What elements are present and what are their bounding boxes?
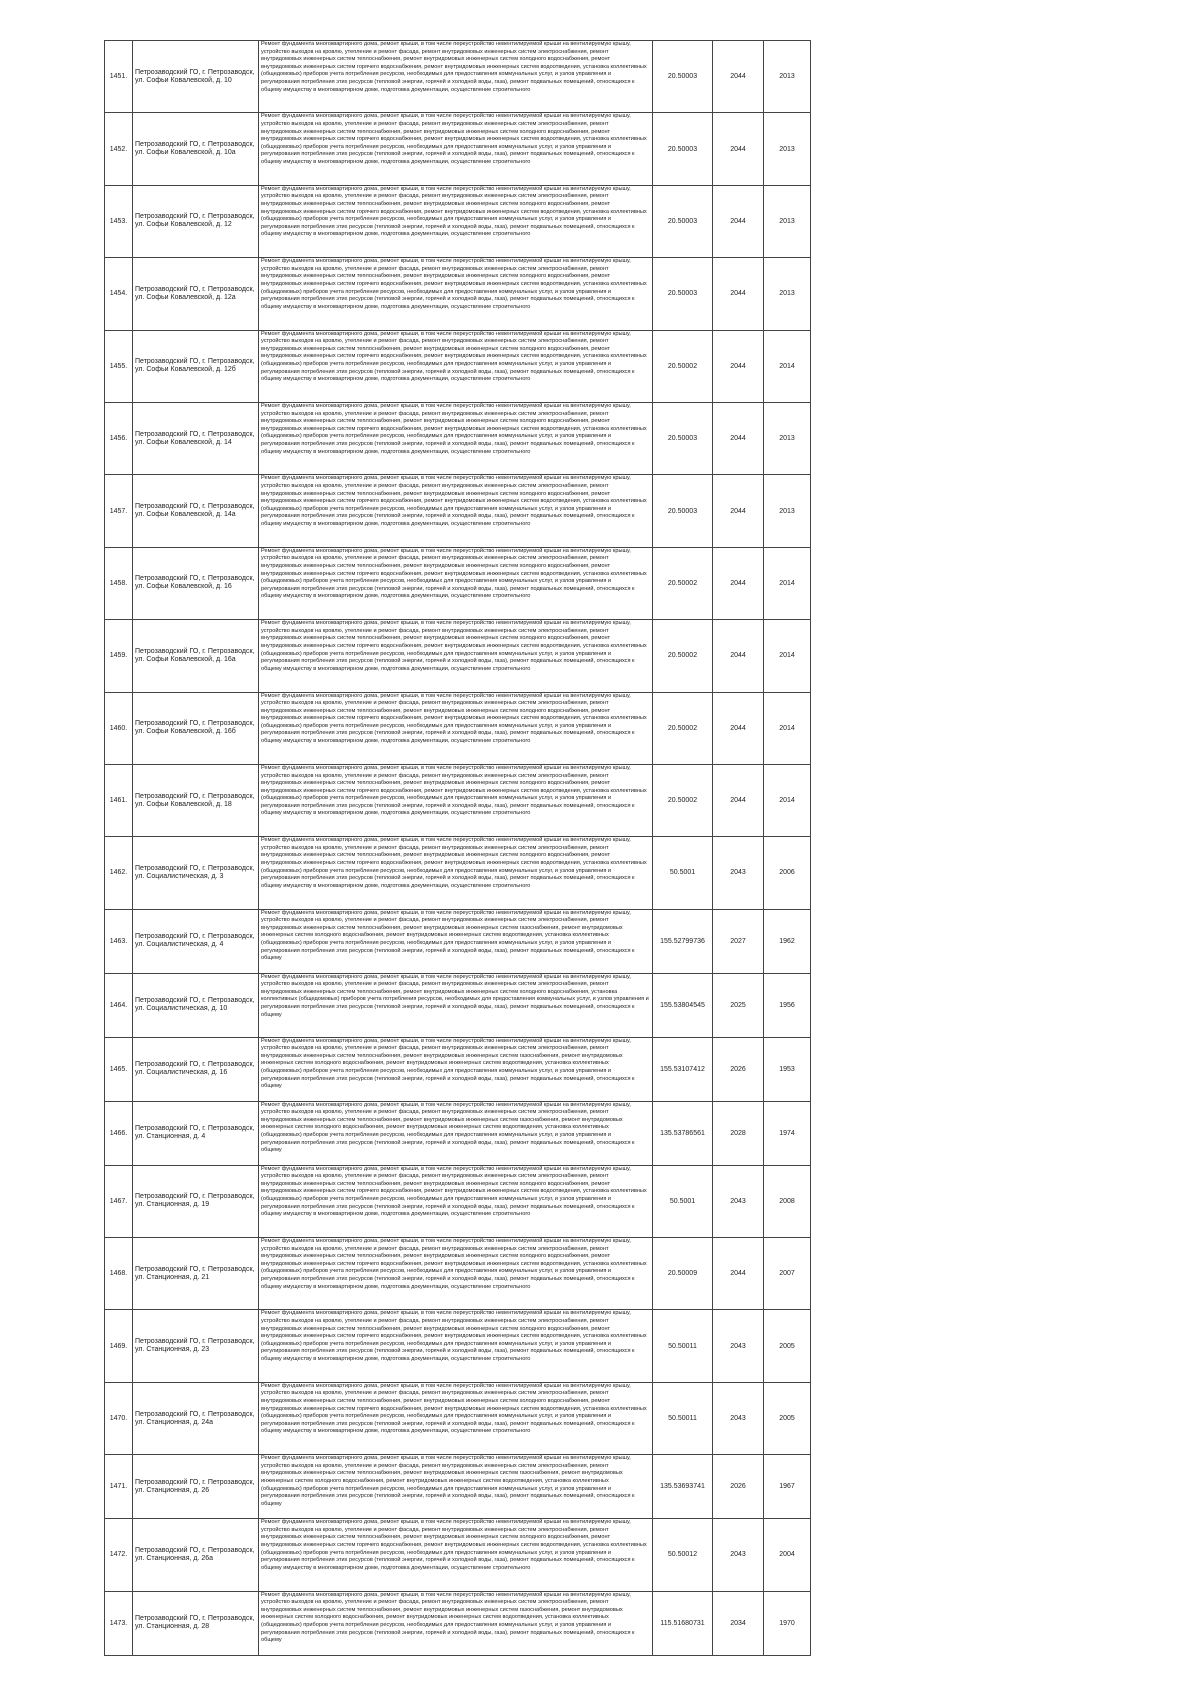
works-cell xyxy=(259,1519,653,1591)
row-number: 1459. xyxy=(105,620,133,692)
plan-year: 2028 xyxy=(713,1101,764,1165)
works-cell xyxy=(259,1165,653,1237)
table-row xyxy=(105,620,811,692)
works-cell xyxy=(259,113,653,185)
plan-year: 2043 xyxy=(713,1519,764,1591)
works-text: Ремонт фундамента многоквартирного дома, ремонт крыши, в том числе переустройство невентилируемой крыши на вентилируемую крышу, устройство выходов на кровлю, утепление и ремонт фасада, ремонт внутридомовых инженерных систем электроснабжения, ремонт внутридомовых инженерных систем теплоснабжения, ремонт внутридомовых инженерных систем холодного водоснабжения, ремонт внутридомовых инженерных систем горячего водоснабжения, ремонт внутридомовых инженерных систем водоотведения, установка коллективных (общедомовых) приборов учета потребления ресурсов, необходимых для предоставления коммунальных услуг, и узлов управления и регулирования потребления этих ресурсов (тепловой энергии, горячей и холодной воды, газа), ремонт подвальных помещений, относящихся к общему имуществу в многоквартирном доме, подготовка документации, осуществление строительного xyxy=(261,1519,647,1571)
build-year: 2014 xyxy=(764,547,811,619)
address-cell: Петрозаводский ГО, г. Петрозаводск, ул. Социалистическая, д. 16 xyxy=(133,1037,259,1101)
address-cell: Петрозаводский ГО, г. Петрозаводск, ул. Софьи Ковалевской, д. 12 xyxy=(133,185,259,257)
build-year: 1967 xyxy=(764,1455,811,1519)
table-row xyxy=(105,1519,811,1591)
plan-year: 2026 xyxy=(713,1037,764,1101)
build-year: 2013 xyxy=(764,258,811,330)
build-year: 2013 xyxy=(764,113,811,185)
row-number: 1469. xyxy=(105,1310,133,1382)
address-cell: Петрозаводский ГО, г. Петрозаводск, ул. Софьи Ковалевской, д. 10а xyxy=(133,113,259,185)
works-cell xyxy=(259,402,653,474)
row-number: 1468. xyxy=(105,1238,133,1310)
row-number: 1467. xyxy=(105,1165,133,1237)
works-cell xyxy=(259,1037,653,1101)
plan-year: 2043 xyxy=(713,1310,764,1382)
build-year: 2013 xyxy=(764,475,811,547)
works-cell xyxy=(259,620,653,692)
row-number: 1451. xyxy=(105,41,133,113)
build-year: 1953 xyxy=(764,1037,811,1101)
table-row xyxy=(105,1037,811,1101)
table-row xyxy=(105,909,811,973)
area-value: 20.50003 xyxy=(653,402,713,474)
works-cell xyxy=(259,330,653,402)
area-value: 155.53107412 xyxy=(653,1037,713,1101)
build-year: 2007 xyxy=(764,1238,811,1310)
works-text: Ремонт фундамента многоквартирного дома, ремонт крыши, в том числе переустройство невентилируемой крыши на вентилируемую крышу, устройство выходов на кровлю, утепление и ремонт фасада, ремонт внутридомовых инженерных систем электроснабжения, ремонт внутридомовых инженерных систем теплоснабжения, ремонт внутридомовых инженерных систем холодного водоснабжения, ремонт внутридомовых инженерных систем горячего водоснабжения, ремонт внутридомовых инженерных систем водоотведения, установка коллективных (общедомовых) приборов учета потребления ресурсов, необходимых для предоставления коммунальных услуг, и узлов управления и регулирования потребления этих ресурсов (тепловой энергии, горячей и холодной воды, газа), ремонт подвальных помещений, относящихся к общему имуществу в многоквартирном доме, подготовка документации, осуществление строительного xyxy=(261,1238,647,1290)
works-cell xyxy=(259,547,653,619)
table-row xyxy=(105,1101,811,1165)
area-value: 50.50011 xyxy=(653,1382,713,1454)
works-text: Ремонт фундамента многоквартирного дома, ремонт крыши, в том числе переустройство невентилируемой крыши на вентилируемую крышу, устройство выходов на кровлю, утепление и ремонт фасада, ремонт внутридомовых инженерных систем электроснабжения, ремонт внутридомовых инженерных систем теплоснабжения, ремонт внутридомовых инженерных систем холодного водоснабжения, ремонт внутридомовых инженерных систем горячего водоснабжения, ремонт внутридомовых инженерных систем водоотведения, установка коллективных (общедомовых) приборов учета потребления ресурсов, необходимых для предоставления коммунальных услуг, и узлов управления и регулирования потребления этих ресурсов (тепловой энергии, горячей и холодной воды, газа), ремонт подвальных помещений, относящихся к общему имуществу в многоквартирном доме, подготовка документации, осуществление строительного xyxy=(261,620,647,672)
document-page xyxy=(104,40,810,1644)
area-value: 135.53786561 xyxy=(653,1101,713,1165)
works-cell xyxy=(259,1238,653,1310)
build-year: 1956 xyxy=(764,973,811,1037)
address-cell: Петрозаводский ГО, г. Петрозаводск, ул. Софьи Ковалевской, д. 16б xyxy=(133,692,259,764)
plan-year: 2044 xyxy=(713,330,764,402)
build-year: 2013 xyxy=(764,185,811,257)
table-row xyxy=(105,692,811,764)
address-cell: Петрозаводский ГО, г. Петрозаводск, ул. Станционная, д. 24а xyxy=(133,1382,259,1454)
repair-program-table xyxy=(104,40,811,1656)
table-row xyxy=(105,1382,811,1454)
row-number: 1453. xyxy=(105,185,133,257)
row-number: 1466. xyxy=(105,1101,133,1165)
build-year: 2013 xyxy=(764,41,811,113)
area-value: 20.50002 xyxy=(653,692,713,764)
plan-year: 2044 xyxy=(713,764,764,836)
works-cell xyxy=(259,1382,653,1454)
works-text: Ремонт фундамента многоквартирного дома, ремонт крыши, в том числе переустройство невентилируемой крыши на вентилируемую крышу, устройство выходов на кровлю, утепление и ремонт фасада, ремонт внутридомовых инженерных систем электроснабжения, ремонт внутридомовых инженерных систем теплоснабжения, ремонт внутридомовых инженерных систем холодного водоснабжения, ремонт внутридомовых инженерных систем горячего водоснабжения, ремонт внутридомовых инженерных систем водоотведения, установка коллективных (общедомовых) приборов учета потребления ресурсов, необходимых для предоставления коммунальных услуг, и узлов управления и регулирования потребления этих ресурсов (тепловой энергии, горячей и холодной воды, газа), ремонт подвальных помещений, относящихся к общему имуществу в многоквартирном доме, подготовка документации, осуществление строительного xyxy=(261,1382,647,1435)
plan-year: 2044 xyxy=(713,620,764,692)
address-cell: Петрозаводский ГО, г. Петрозаводск, ул. Станционная, д. 26 xyxy=(133,1455,259,1519)
area-value: 20.50003 xyxy=(653,41,713,113)
area-value: 20.50002 xyxy=(653,547,713,619)
plan-year: 2044 xyxy=(713,402,764,474)
area-value: 20.50003 xyxy=(653,113,713,185)
table-row xyxy=(105,402,811,474)
works-text: Ремонт фундамента многоквартирного дома, ремонт крыши, в том числе переустройство невентилируемой крыши на вентилируемую крышу, устройство выходов на кровлю, утепление и ремонт фасада, ремонт внутридомовых инженерных систем электроснабжения, ремонт внутридомовых инженерных систем теплоснабжения, ремонт внутридомовых инженерных систем холодного водоснабжения, ремонт внутридомовых инженерных систем горячего водоснабжения, ремонт внутридомовых инженерных систем водоотведения, установка коллективных (общедомовых) приборов учета потребления ресурсов, необходимых для предоставления коммунальных услуг, и узлов управления и регулирования потребления этих ресурсов (тепловой энергии, горячей и холодной воды, газа), ремонт подвальных помещений, относящихся к общему имуществу в многоквартирном доме, подготовка документации, осуществление строительного xyxy=(261,185,647,238)
area-value: 20.50003 xyxy=(653,475,713,547)
table-row xyxy=(105,837,811,909)
plan-year: 2026 xyxy=(713,1455,764,1519)
works-text: Ремонт фундамента многоквартирного дома, ремонт крыши, в том числе переустройство невентилируемой крыши на вентилируемую крышу, устройство выходов на кровлю, утепление и ремонт фасада, ремонт внутридомовых инженерных систем электроснабжения, ремонт внутридомовых инженерных систем теплоснабжения, ремонт внутридомовых инженерных систем холодного водоснабжения, ремонт внутридомовых инженерных систем горячего водоснабжения, ремонт внутридомовых инженерных систем водоотведения, установка коллективных (общедомовых) приборов учета потребления ресурсов, необходимых для предоставления коммунальных услуг, и узлов управления и регулирования потребления этих ресурсов (тепловой энергии, горячей и холодной воды, газа), ремонт подвальных помещений, относящихся к общему имуществу в многоквартирном доме, подготовка документации, осуществление строительного xyxy=(261,113,647,165)
row-number: 1458. xyxy=(105,547,133,619)
table-body xyxy=(105,41,811,1656)
plan-year: 2043 xyxy=(713,1165,764,1237)
works-text: Ремонт фундамента многоквартирного дома, ремонт крыши, в том числе переустройство невентилируемой крыши на вентилируемую крышу, устройство выходов на кровлю, утепление и ремонт фасада, ремонт внутридомовых инженерных систем электроснабжения, ремонт внутридомовых инженерных систем теплоснабжения, ремонт внутридомовых инженерных систем холодного водоснабжения, ремонт внутридомовых инженерных систем горячего водоснабжения, ремонт внутридомовых инженерных систем водоотведения, установка коллективных (общедомовых) приборов учета потребления ресурсов, необходимых для предоставления коммунальных услуг, и узлов управления и регулирования потребления этих ресурсов (тепловой энергии, горячей и холодной воды, газа), ремонт подвальных помещений, относящихся к общему имуществу в многоквартирном доме, подготовка документации, осуществление строительного xyxy=(261,1165,647,1218)
address-cell: Петрозаводский ГО, г. Петрозаводск, ул. Софьи Ковалевской, д. 16а xyxy=(133,620,259,692)
address-cell: Петрозаводский ГО, г. Петрозаводск, ул. Софьи Ковалевской, д. 16 xyxy=(133,547,259,619)
area-value: 50.50011 xyxy=(653,1310,713,1382)
table-row xyxy=(105,547,811,619)
plan-year: 2044 xyxy=(713,1238,764,1310)
row-number: 1472. xyxy=(105,1519,133,1591)
plan-year: 2043 xyxy=(713,1382,764,1454)
works-cell xyxy=(259,837,653,909)
works-text: Ремонт фундамента многоквартирного дома, ремонт крыши, в том числе переустройство невентилируемой крыши на вентилируемую крышу, устройство выходов на кровлю, утепление и ремонт фасада, ремонт внутридомовых инженерных систем электроснабжения, ремонт внутридомовых инженерных систем теплоснабжения, ремонт внутридомовых инженерных систем газоснабжения, ремонт внутридомовых инженерных систем холодного водоснабжения, ремонт внутридомовых инженерных систем водоотведения, установка коллективных (общедомовых) приборов учета потребления ресурсов, необходимых для предоставления коммунальных услуг, и узлов управления и регулирования потребления этих ресурсов (тепловой энергии, горячей и холодной воды, газа), ремонт подвальных помещений, относящихся к общему xyxy=(261,909,635,962)
build-year: 1970 xyxy=(764,1591,811,1655)
address-cell: Петрозаводский ГО, г. Петрозаводск, ул. Социалистическая, д. 3 xyxy=(133,837,259,909)
plan-year: 2044 xyxy=(713,258,764,330)
build-year: 2014 xyxy=(764,620,811,692)
table-row xyxy=(105,475,811,547)
build-year: 2008 xyxy=(764,1165,811,1237)
build-year: 2006 xyxy=(764,837,811,909)
works-cell xyxy=(259,1455,653,1519)
build-year: 1974 xyxy=(764,1101,811,1165)
table-row xyxy=(105,113,811,185)
area-value: 20.50002 xyxy=(653,620,713,692)
works-cell xyxy=(259,1310,653,1382)
address-cell: Петрозаводский ГО, г. Петрозаводск, ул. Станционная, д. 21 xyxy=(133,1238,259,1310)
build-year: 2005 xyxy=(764,1310,811,1382)
build-year: 2004 xyxy=(764,1519,811,1591)
row-number: 1471. xyxy=(105,1455,133,1519)
plan-year: 2025 xyxy=(713,973,764,1037)
table-row xyxy=(105,973,811,1037)
address-cell: Петрозаводский ГО, г. Петрозаводск, ул. Софьи Ковалевской, д. 12а xyxy=(133,258,259,330)
plan-year: 2044 xyxy=(713,185,764,257)
plan-year: 2043 xyxy=(713,837,764,909)
build-year: 2014 xyxy=(764,330,811,402)
area-value: 20.50003 xyxy=(653,185,713,257)
table-row xyxy=(105,185,811,257)
build-year: 2014 xyxy=(764,764,811,836)
row-number: 1456. xyxy=(105,402,133,474)
works-text: Ремонт фундамента многоквартирного дома, ремонт крыши, в том числе переустройство невентилируемой крыши на вентилируемую крышу, устройство выходов на кровлю, утепление и ремонт фасада, ремонт внутридомовых инженерных систем электроснабжения, ремонт внутридомовых инженерных систем теплоснабжения, ремонт внутридомовых инженерных систем холодного водоснабжения, ремонт внутридомовых инженерных систем горячего водоснабжения, ремонт внутридомовых инженерных систем водоотведения, установка коллективных (общедомовых) приборов учета потребления ресурсов, необходимых для предоставления коммунальных услуг, и узлов управления и регулирования потребления этих ресурсов (тепловой энергии, горячей и холодной воды, газа), ремонт подвальных помещений, относящихся к общему имуществу в многоквартирном доме, подготовка документации, осуществление строительного xyxy=(261,475,647,527)
address-cell: Петрозаводский ГО, г. Петрозаводск, ул. Софьи Ковалевской, д. 14а xyxy=(133,475,259,547)
works-cell xyxy=(259,185,653,257)
address-cell: Петрозаводский ГО, г. Петрозаводск, ул. Софьи Ковалевской, д. 14 xyxy=(133,402,259,474)
works-text: Ремонт фундамента многоквартирного дома, ремонт крыши, в том числе переустройство невентилируемой крыши на вентилируемую крышу, устройство выходов на кровлю, утепление и ремонт фасада, ремонт внутридомовых инженерных систем электроснабжения, ремонт внутридомовых инженерных систем теплоснабжения, ремонт внутридомовых инженерных систем холодного водоснабжения, ремонт внутридомовых инженерных систем горячего водоснабжения, ремонт внутридомовых инженерных систем водоотведения, установка коллективных (общедомовых) приборов учета потребления ресурсов, необходимых для предоставления коммунальных услуг, и узлов управления и регулирования потребления этих ресурсов (тепловой энергии, горячей и холодной воды, газа), ремонт подвальных помещений, относящихся к общему имуществу в многоквартирном доме, подготовка документации, осуществление строительного xyxy=(261,764,647,817)
works-text: Ремонт фундамента многоквартирного дома, ремонт крыши, в том числе переустройство невентилируемой крыши на вентилируемую крышу, устройство выходов на кровлю, утепление и ремонт фасада, ремонт внутридомовых инженерных систем электроснабжения, ремонт внутридомовых инженерных систем теплоснабжения, ремонт внутридомовых инженерных систем холодного водоснабжения, ремонт внутридомовых инженерных систем горячего водоснабжения, ремонт внутридомовых инженерных систем водоотведения, установка коллективных (общедомовых) приборов учета потребления ресурсов, необходимых для предоставления коммунальных услуг, и узлов управления и регулирования потребления этих ресурсов (тепловой энергии, горячей и холодной воды, газа), ремонт подвальных помещений, относящихся к общему имуществу в многоквартирном доме, подготовка документации, осуществление строительного xyxy=(261,1310,647,1363)
works-text: Ремонт фундамента многоквартирного дома, ремонт крыши, в том числе переустройство невентилируемой крыши на вентилируемую крышу, устройство выходов на кровлю, утепление и ремонт фасада, ремонт внутридомовых инженерных систем электроснабжения, ремонт внутридомовых инженерных систем теплоснабжения, ремонт внутридомовых инженерных систем холодного водоснабжения, ремонт внутридомовых инженерных систем горячего водоснабжения, ремонт внутридомовых инженерных систем водоотведения, установка коллективных (общедомовых) приборов учета потребления ресурсов, необходимых для предоставления коммунальных услуг, и узлов управления и регулирования потребления этих ресурсов (тепловой энергии, горячей и холодной воды, газа), ремонт подвальных помещений, относящихся к общему имуществу в многоквартирном доме, подготовка документации, осуществление строительного xyxy=(261,547,647,600)
works-text: Ремонт фундамента многоквартирного дома, ремонт крыши, в том числе переустройство невентилируемой крыши на вентилируемую крышу, устройство выходов на кровлю, утепление и ремонт фасада, ремонт внутридомовых инженерных систем электроснабжения, ремонт внутридомовых инженерных систем теплоснабжения, ремонт внутридомовых инженерных систем холодного водоснабжения, ремонт внутридомовых инженерных систем горячего водоснабжения, ремонт внутридомовых инженерных систем водоотведения, установка коллективных (общедомовых) приборов учета потребления ресурсов, необходимых для предоставления коммунальных услуг, и узлов управления и регулирования потребления этих ресурсов (тепловой энергии, горячей и холодной воды, газа), ремонт подвальных помещений, относящихся к общему имуществу в многоквартирном доме, подготовка документации, осуществление строительного xyxy=(261,692,647,745)
row-number: 1462. xyxy=(105,837,133,909)
row-number: 1461. xyxy=(105,764,133,836)
plan-year: 2044 xyxy=(713,113,764,185)
works-text: Ремонт фундамента многоквартирного дома, ремонт крыши, в том числе переустройство невентилируемой крыши на вентилируемую крышу, устройство выходов на кровлю, утепление и ремонт фасада, ремонт внутридомовых инженерных систем электроснабжения, ремонт внутридомовых инженерных систем теплоснабжения, ремонт внутридомовых инженерных систем газоснабжения, ремонт внутридомовых инженерных систем холодного водоснабжения, ремонт внутридомовых инженерных систем водоотведения, установка коллективных (общедомовых) приборов учета потребления ресурсов, необходимых для предоставления коммунальных услуг, и узлов управления и регулирования потребления этих ресурсов (тепловой энергии, горячей и холодной воды, газа), ремонт подвальных помещений, относящихся к общему xyxy=(261,1037,635,1090)
works-cell xyxy=(259,1591,653,1655)
area-value: 50.5001 xyxy=(653,837,713,909)
row-number: 1452. xyxy=(105,113,133,185)
works-text: Ремонт фундамента многоквартирного дома, ремонт крыши, в том числе переустройство невентилируемой крыши на вентилируемую крышу, устройство выходов на кровлю, утепление и ремонт фасада, ремонт внутридомовых инженерных систем электроснабжения, ремонт внутридомовых инженерных систем теплоснабжения, ремонт внутридомовых инженерных систем газоснабжения, ремонт внутридомовых инженерных систем холодного водоснабжения, ремонт внутридомовых инженерных систем водоотведения, установка коллективных (общедомовых) приборов учета потребления ресурсов, необходимых для предоставления коммунальных услуг, и узлов управления и регулирования потребления этих ресурсов (тепловой энергии, горячей и холодной воды, газа), ремонт подвальных помещений, относящихся к общему xyxy=(261,1455,635,1507)
area-value: 155.53804545 xyxy=(653,973,713,1037)
row-number: 1473. xyxy=(105,1591,133,1655)
table-row xyxy=(105,764,811,836)
plan-year: 2027 xyxy=(713,909,764,973)
build-year: 1962 xyxy=(764,909,811,973)
row-number: 1454. xyxy=(105,258,133,330)
works-text: Ремонт фундамента многоквартирного дома, ремонт крыши, в том числе переустройство невентилируемой крыши на вентилируемую крышу, устройство выходов на кровлю, утепление и ремонт фасада, ремонт внутридомовых инженерных систем электроснабжения, ремонт внутридомовых инженерных систем теплоснабжения, ремонт внутридомовых инженерных систем холодного водоснабжения, ремонт внутридомовых инженерных систем горячего водоснабжения, ремонт внутридомовых инженерных систем водоотведения, установка коллективных (общедомовых) приборов учета потребления ресурсов, необходимых для предоставления коммунальных услуг, и узлов управления и регулирования потребления этих ресурсов (тепловой энергии, горячей и холодной воды, газа), ремонт подвальных помещений, относящихся к общему имуществу в многоквартирном доме, подготовка документации, осуществление строительного xyxy=(261,402,647,455)
works-cell xyxy=(259,973,653,1037)
works-text: Ремонт фундамента многоквартирного дома, ремонт крыши, в том числе переустройство невентилируемой крыши на вентилируемую крышу, устройство выходов на кровлю, утепление и ремонт фасада, ремонт внутридомовых инженерных систем электроснабжения, ремонт внутридомовых инженерных систем теплоснабжения, ремонт внутридомовых инженерных систем холодного водоснабжения, ремонт внутридомовых инженерных систем горячего водоснабжения, ремонт внутридомовых инженерных систем водоотведения, установка коллективных (общедомовых) приборов учета потребления ресурсов, необходимых для предоставления коммунальных услуг, и узлов управления и регулирования потребления этих ресурсов (тепловой энергии, горячей и холодной воды, газа), ремонт подвальных помещений, относящихся к общему имуществу в многоквартирном доме, подготовка документации, осуществление строительного xyxy=(261,330,647,383)
plan-year: 2044 xyxy=(713,547,764,619)
table-row xyxy=(105,1591,811,1655)
area-value: 50.5001 xyxy=(653,1165,713,1237)
address-cell: Петрозаводский ГО, г. Петрозаводск, ул. Станционная, д. 4 xyxy=(133,1101,259,1165)
table-row xyxy=(105,1455,811,1519)
works-text: Ремонт фундамента многоквартирного дома, ремонт крыши, в том числе переустройство невентилируемой крыши на вентилируемую крышу, устройство выходов на кровлю, утепление и ремонт фасада, ремонт внутридомовых инженерных систем электроснабжения, ремонт внутридомовых инженерных систем теплоснабжения, ремонт внутридомовых инженерных систем газоснабжения, ремонт внутридомовых инженерных систем холодного водоснабжения, ремонт внутридомовых инженерных систем водоотведения, установка коллективных (общедомовых) приборов учета потребления ресурсов, необходимых для предоставления коммунальных услуг, и узлов управления и регулирования потребления этих ресурсов (тепловой энергии, горячей и холодной воды, газа), ремонт подвальных помещений, относящихся к общему xyxy=(261,1591,635,1644)
works-text: Ремонт фундамента многоквартирного дома, ремонт крыши, в том числе переустройство невентилируемой крыши на вентилируемую крышу, устройство выходов на кровлю, утепление и ремонт фасада, ремонт внутридомовых инженерных систем электроснабжения, ремонт внутридомовых инженерных систем теплоснабжения, ремонт внутридомовых инженерных систем холодного водоснабжения, ремонт внутридомовых инженерных систем горячего водоснабжения, ремонт внутридомовых инженерных систем водоотведения, установка коллективных (общедомовых) приборов учета потребления ресурсов, необходимых для предоставления коммунальных услуг, и узлов управления и регулирования потребления этих ресурсов (тепловой энергии, горячей и холодной воды, газа), ремонт подвальных помещений, относящихся к общему имуществу в многоквартирном доме, подготовка документации, осуществление строительного xyxy=(261,837,647,889)
table-row xyxy=(105,1238,811,1310)
works-cell xyxy=(259,909,653,973)
address-cell: Петрозаводский ГО, г. Петрозаводск, ул. Социалистическая, д. 4 xyxy=(133,909,259,973)
table-row xyxy=(105,1165,811,1237)
address-cell: Петрозаводский ГО, г. Петрозаводск, ул. Социалистическая, д. 10 xyxy=(133,973,259,1037)
table-row xyxy=(105,1310,811,1382)
address-cell: Петрозаводский ГО, г. Петрозаводск, ул. Станционная, д. 28 xyxy=(133,1591,259,1655)
area-value: 50.50012 xyxy=(653,1519,713,1591)
area-value: 20.50009 xyxy=(653,1238,713,1310)
table-row xyxy=(105,330,811,402)
address-cell: Петрозаводский ГО, г. Петрозаводск, ул. Софьи Ковалевской, д. 18 xyxy=(133,764,259,836)
area-value: 155.52799736 xyxy=(653,909,713,973)
works-cell xyxy=(259,258,653,330)
row-number: 1455. xyxy=(105,330,133,402)
address-cell: Петрозаводский ГО, г. Петрозаводск, ул. Станционная, д. 26а xyxy=(133,1519,259,1591)
plan-year: 2034 xyxy=(713,1591,764,1655)
area-value: 115.51680731 xyxy=(653,1591,713,1655)
build-year: 2014 xyxy=(764,692,811,764)
row-number: 1460. xyxy=(105,692,133,764)
plan-year: 2044 xyxy=(713,41,764,113)
address-cell: Петрозаводский ГО, г. Петрозаводск, ул. Софьи Ковалевской, д. 12б xyxy=(133,330,259,402)
build-year: 2013 xyxy=(764,402,811,474)
row-number: 1457. xyxy=(105,475,133,547)
row-number: 1465. xyxy=(105,1037,133,1101)
works-text: Ремонт фундамента многоквартирного дома, ремонт крыши, в том числе переустройство невентилируемой крыши на вентилируемую крышу, устройство выходов на кровлю, утепление и ремонт фасада, ремонт внутридомовых инженерных систем электроснабжения, ремонт внутридомовых инженерных систем теплоснабжения, ремонт внутридомовых инженерных систем газоснабжения, ремонт внутридомовых инженерных систем холодного водоснабжения, ремонт внутридомовых инженерных систем водоотведения, установка коллективных (общедомовых) приборов учета потребления ресурсов, необходимых для предоставления коммунальных услуг, и узлов управления и регулирования потребления этих ресурсов (тепловой энергии, горячей и холодной воды, газа), ремонт подвальных помещений, относящихся к общему xyxy=(261,1101,635,1154)
works-text: Ремонт фундамента многоквартирного дома, ремонт крыши, в том числе переустройство невентилируемой крыши на вентилируемую крышу, устройство выходов на кровлю, утепление и ремонт фасада, ремонт внутридомовых инженерных систем электроснабжения, ремонт внутридомовых инженерных систем теплоснабжения, ремонт внутридомовых инженерных систем холодного водоснабжения, ремонт внутридомовых инженерных систем горячего водоснабжения, ремонт внутридомовых инженерных систем водоотведения, установка коллективных (общедомовых) приборов учета потребления ресурсов, необходимых для предоставления коммунальных услуг, и узлов управления и регулирования потребления этих ресурсов (тепловой энергии, горячей и холодной воды, газа), ремонт подвальных помещений, относящихся к общему имуществу в многоквартирном доме, подготовка документации, осуществление строительного xyxy=(261,41,647,93)
address-cell: Петрозаводский ГО, г. Петрозаводск, ул. Станционная, д. 19 xyxy=(133,1165,259,1237)
row-number: 1470. xyxy=(105,1382,133,1454)
area-value: 20.50002 xyxy=(653,764,713,836)
row-number: 1464. xyxy=(105,973,133,1037)
row-number: 1463. xyxy=(105,909,133,973)
area-value: 20.50002 xyxy=(653,330,713,402)
works-cell xyxy=(259,475,653,547)
build-year: 2005 xyxy=(764,1382,811,1454)
works-cell xyxy=(259,1101,653,1165)
works-cell xyxy=(259,764,653,836)
address-cell: Петрозаводский ГО, г. Петрозаводск, ул. Софьи Ковалевской, д. 10 xyxy=(133,41,259,113)
address-cell: Петрозаводский ГО, г. Петрозаводск, ул. Станционная, д. 23 xyxy=(133,1310,259,1382)
works-cell xyxy=(259,41,653,113)
table-row xyxy=(105,41,811,113)
area-value: 135.53693741 xyxy=(653,1455,713,1519)
area-value: 20.50003 xyxy=(653,258,713,330)
table-row xyxy=(105,258,811,330)
works-cell xyxy=(259,692,653,764)
works-text: Ремонт фундамента многоквартирного дома, ремонт крыши, в том числе переустройство невентилируемой крыши на вентилируемую крышу, устройство выходов на кровлю, утепление и ремонт фасада, ремонт внутридомовых инженерных систем электроснабжения, ремонт внутридомовых инженерных систем теплоснабжения, ремонт внутридомовых инженерных систем холодного водоснабжения, ремонт внутридомовых инженерных систем горячего водоснабжения, ремонт внутридомовых инженерных систем водоотведения, установка коллективных (общедомовых) приборов учета потребления ресурсов, необходимых для предоставления коммунальных услуг, и узлов управления и регулирования потребления этих ресурсов (тепловой энергии, горячей и холодной воды, газа), ремонт подвальных помещений, относящихся к общему имуществу в многоквартирном доме, подготовка документации, осуществление строительного xyxy=(261,258,647,310)
plan-year: 2044 xyxy=(713,475,764,547)
works-text: Ремонт фундамента многоквартирного дома, ремонт крыши, в том числе переустройство невентилируемой крыши на вентилируемую крышу, устройство выходов на кровлю, утепление и ремонт фасада, ремонт внутридомовых инженерных систем электроснабжения, ремонт внутридомовых инженерных систем теплоснабжения, ремонт внутридомовых инженерных систем холодного водоснабжения, установка коллективных (общедомовых) приборов учета потребления ресурсов, необходимых для предоставления коммунальных услуг, и узлов управления и регулирования потребления этих ресурсов (тепловой энергии, горячей и холодной воды, газа), ремонт подвальных помещений, относящихся к общему xyxy=(261,973,649,1018)
plan-year: 2044 xyxy=(713,692,764,764)
